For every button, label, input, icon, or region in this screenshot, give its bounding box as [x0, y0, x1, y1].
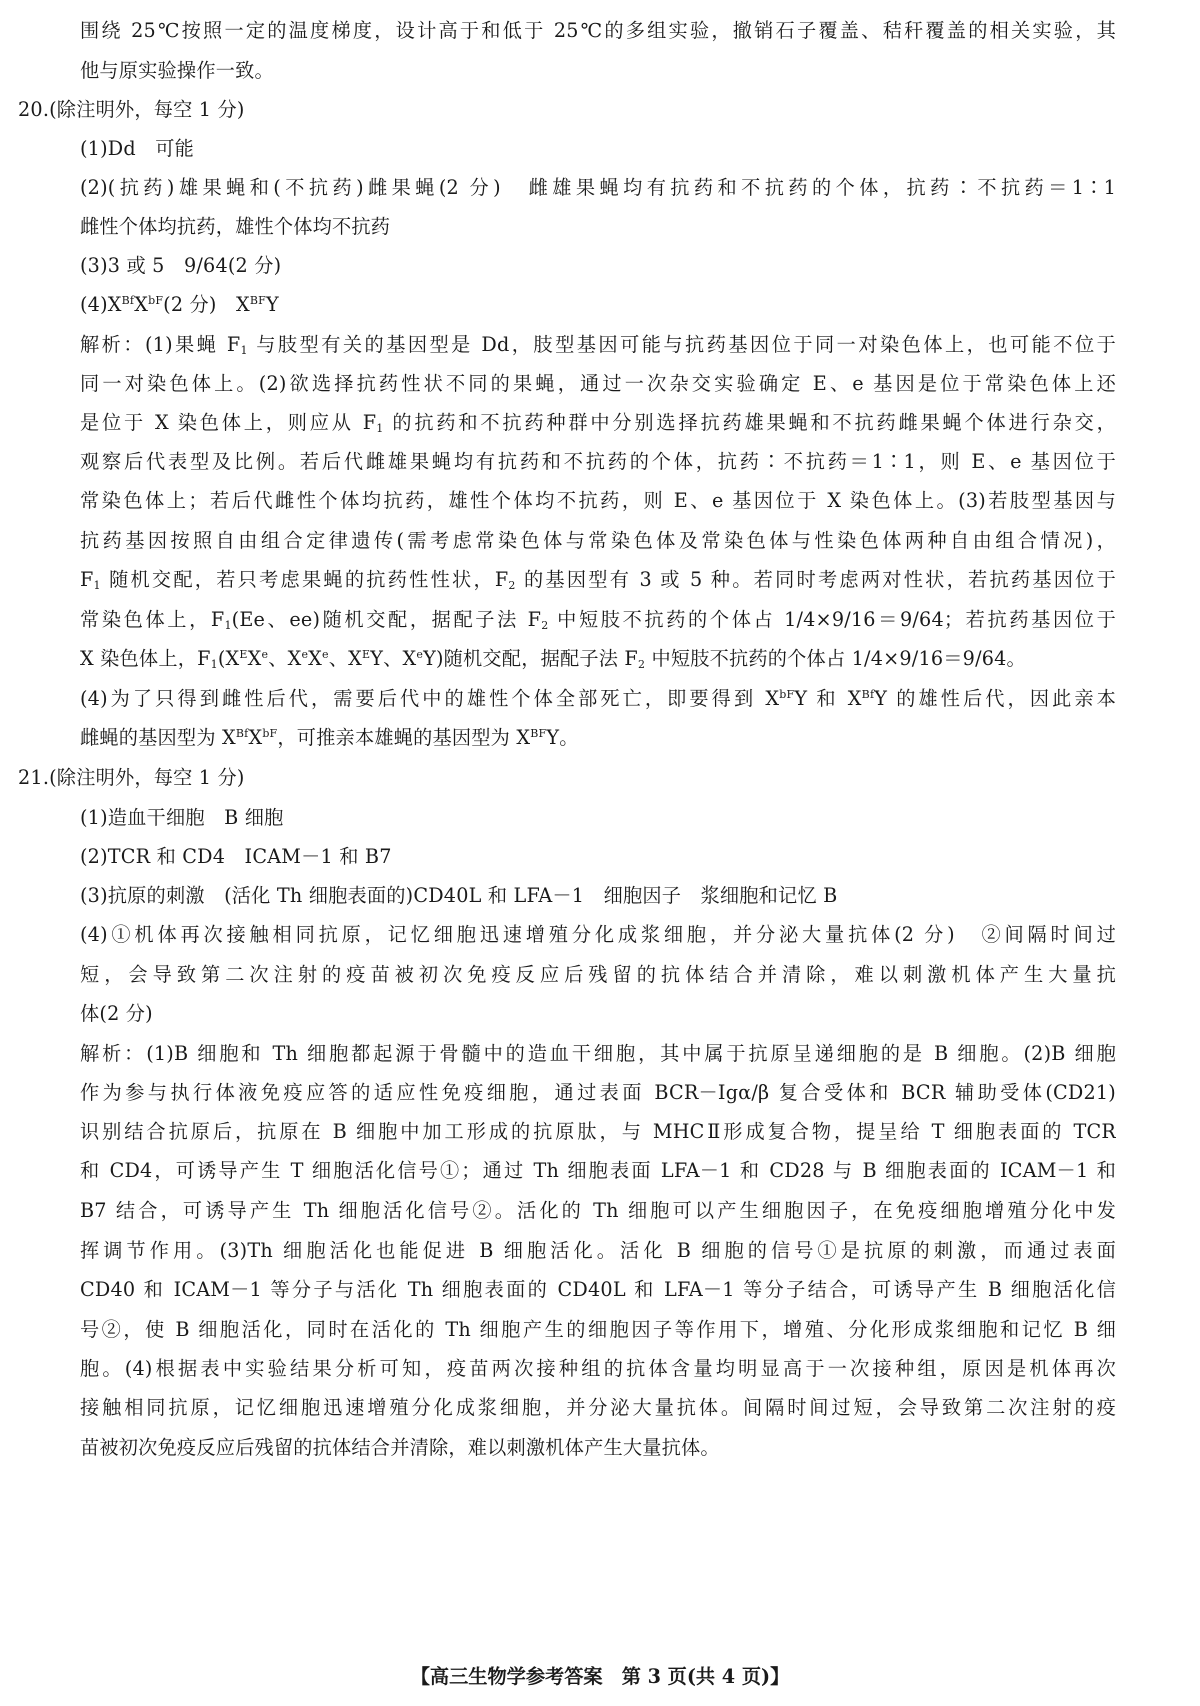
text-line: (3)3 或 5 9/64(2 分) [80, 254, 282, 277]
text-line: 雌蝇的基因型为 $X^{Bf}X^{bF}$，可推亲本雄蝇的基因型为 $X^{BF}Y$。 [80, 726, 579, 749]
text-line: $(4)X^{Bf}X^{bF}(2$ 分) $X^{BF}Y$ [80, 293, 279, 316]
text-line: 抗药基因按照自由组合定律遗传(需考虑常染色体与常染色体及常染色体与性染色体两种自由组合情况)， [80, 529, 1116, 552]
text-line: 解析：(1)B 细胞和 Th 细胞都起源于骨髓中的造血干细胞，其中属于抗原呈递细胞的是 B 细胞。(2)B 细胞 [80, 1042, 1116, 1065]
text-line: 胞。(4)根据表中实验结果分析可知，疫苗两次接种组的抗体含量均明显高于一次接种组，原因是机体再次 [80, 1357, 1116, 1380]
text-line: $F_1$ 随机交配，若只考虑果蝇的抗药性性状，$F_2$ 的基因型有 3 或 5 种。若同时考虑两对性状，若抗药基因位于 [80, 568, 1116, 592]
text-line: 雌性个体均抗药，雄性个体均不抗药 [80, 215, 391, 238]
text-line: 接触相同抗原，记忆细胞迅速增殖分化成浆细胞，并分泌大量抗体。间隔时间过短，会导致第二次注射的疫 [80, 1396, 1116, 1419]
text-line: 常染色体上，$F_1(Ee$、ee)随机交配，据配子法 $F_2$ 中短肢不抗药的个体占 1/4×9/16＝9/64；若抗药基因位于 [80, 608, 1116, 632]
text-line: 是位于 X 染色体上，则应从 $F_1$ 的抗药和不抗药种群中分别选择抗药雄果蝇和不抗药雌果蝇个体进行杂交， [80, 411, 1116, 435]
text-line: (3)抗原的刺激 (活化 Th 细胞表面的)CD40L 和 LFA－1 细胞因子 浆细胞和记忆 B [80, 884, 838, 907]
text-line: 围绕 25℃按照一定的温度梯度，设计高于和低于 25℃的多组实验，撤销石子覆盖、秸秆覆盖的相关实验，其 [80, 19, 1116, 42]
text-line: (2)TCR 和 CD4 ICAM－1 和 B7 [80, 845, 392, 868]
text-line: 号②，使 B 细胞活化，同时在活化的 Th 细胞产生的细胞因子等作用下，增殖、分化形成浆细胞和记忆 B 细 [80, 1318, 1116, 1341]
text-line: (4)①机体再次接触相同抗原，记忆细胞迅速增殖分化成浆细胞，并分泌大量抗体(2 分) ②间隔时间过 [80, 923, 1116, 946]
text-line: 21.(除注明外，每空 1 分) [18, 766, 245, 789]
text-line: (1)造血干细胞 B 细胞 [80, 806, 284, 829]
text-line: 作为参与执行体液免疫应答的适应性免疫细胞，通过表面 BCR－Igα/β 复合受体和 BCR 辅助受体(CD21) [80, 1081, 1116, 1104]
text-line: CD40 和 ICAM－1 等分子与活化 Th 细胞表面的 CD40L 和 LFA－1 等分子结合，可诱导产生 B 细胞活化信 [80, 1278, 1116, 1301]
text-line: 同一对染色体上。(2)欲选择抗药性状不同的果蝇，通过一次杂交实验确定 E、e 基因是位于常染色体上还 [80, 372, 1116, 395]
text-line: 常染色体上；若后代雌性个体均抗药，雄性个体均不抗药，则 E、e 基因位于 X 染色体上。(3)若肢型基因与 [80, 489, 1116, 512]
text-line: 识别结合抗原后，抗原在 B 细胞中加工形成的抗原肽，与 MHCⅡ形成复合物，提呈给 T 细胞表面的 TCR [80, 1120, 1116, 1143]
page-footer: 【高三生物学参考答案 第 3 页(共 4 页)】 [410, 1665, 790, 1688]
text-line: (2)(抗药)雄果蝇和(不抗药)雌果蝇(2 分) 雌雄果蝇均有抗药和不抗药的个体，抗药∶不抗药＝1∶1 [80, 176, 1116, 199]
text-line: 20.(除注明外，每空 1 分) [18, 98, 245, 121]
text-line: 苗被初次免疫反应后残留的抗体结合并清除，难以刺激机体产生大量抗体。 [80, 1436, 720, 1459]
text-line: X 染色体上，$F_1(X^EXe$、XeXe、$X^EY$、XeY)随机交配，据配子法 $F_2$ 中短肢不抗药的个体占 1/4×9/16＝9/64。 [80, 647, 1026, 671]
text-line: 短，会导致第二次注射的疫苗被初次免疫反应后残留的抗体结合并清除，难以刺激机体产生大量抗 [80, 963, 1116, 986]
text-line: 解析：(1)果蝇 $F_1$ 与肢型有关的基因型是 Dd，肢型基因可能与抗药基因位于同一对染色体上，也可能不位于 [80, 333, 1116, 357]
text-line: 和 CD4，可诱导产生 T 细胞活化信号①；通过 Th 细胞表面 LFA－1 和 CD28 与 B 细胞表面的 ICAM－1 和 [80, 1159, 1116, 1182]
text-line: (4)为了只得到雌性后代，需要后代中的雄性个体全部死亡，即要得到 $X^{bF}Y$ 和 $X^{Bf}Y$ 的雄性后代，因此亲本 [80, 687, 1116, 710]
text-line: B7 结合，可诱导产生 Th 细胞活化信号②。活化的 Th 细胞可以产生细胞因子，在免疫细胞增殖分化中发 [80, 1199, 1116, 1222]
text-line: 他与原实验操作一致。 [80, 59, 274, 82]
text-line: 观察后代表型及比例。若后代雌雄果蝇均有抗药和不抗药的个体，抗药∶不抗药＝1∶1，则 E、e 基因位于 [80, 450, 1116, 473]
text-line: 体(2 分) [80, 1002, 153, 1025]
text-line: 挥调节作用。(3)Th 细胞活化也能促进 B 细胞活化。活化 B 细胞的信号①是抗原的刺激，而通过表面 [80, 1239, 1116, 1262]
text-line: (1)Dd 可能 [80, 137, 195, 160]
